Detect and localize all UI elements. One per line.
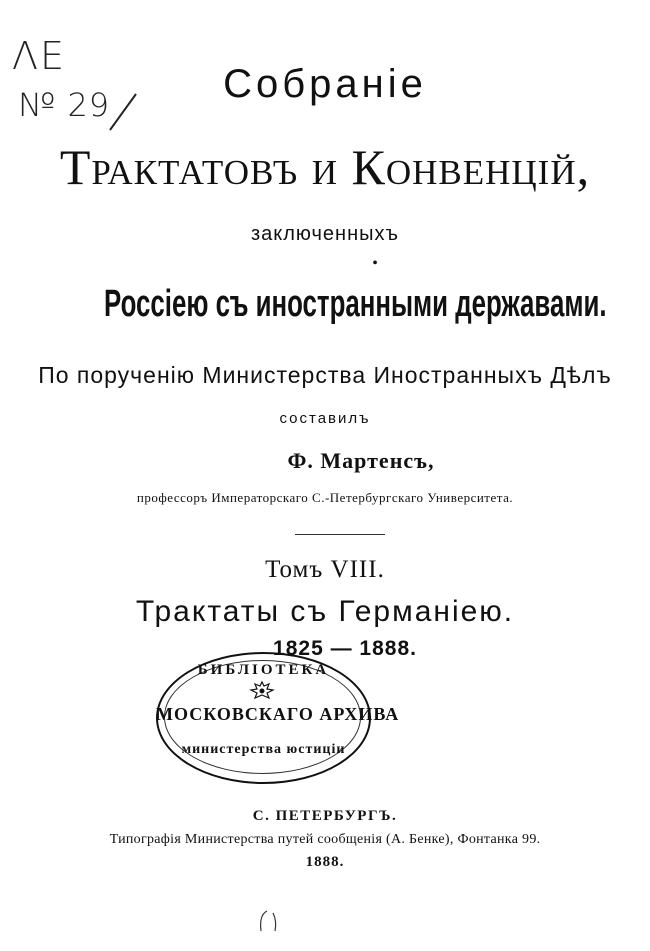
stamp-text-middle: МОСКОВСКАГО АРХИВА: [156, 704, 400, 724]
author-name: Ф. Мартенсъ,: [287, 448, 435, 473]
handwritten-shelfmark: ΛЕ: [12, 34, 67, 78]
title-line-2: Трактатовъ и Конвенцiй,: [59, 139, 591, 195]
imprint-city: С. ПЕТЕРБУРГЪ.: [252, 808, 398, 824]
imprint-year: 1888.: [305, 854, 345, 870]
title-concluded: заключенныхъ: [250, 223, 399, 245]
handwritten-number: № 29: [18, 86, 111, 124]
imprint-printer: Типографiя Министерства путей сообщенiя (А. Бенке), Фонтанка 99.: [109, 832, 541, 847]
author-affiliation: профессоръ Императорскаго С.-Петербургскаго Университета.: [136, 490, 514, 505]
title-with-powers: Россiею съ иностранными державами.: [104, 283, 607, 325]
stamp-text-bottom: министерства юстицiи: [181, 742, 346, 757]
compiled-by-label: составилъ: [279, 410, 371, 427]
title-line-1: Собранiе: [223, 62, 427, 106]
commission-line: По порученiю Министерства Иностранныхъ Дѣлъ: [38, 362, 612, 388]
library-stamp: [156, 652, 400, 784]
volume-years: 1825 — 1888.: [273, 637, 417, 660]
ink-mark: [255, 905, 285, 935]
volume-number: Томъ VIII.: [265, 556, 385, 583]
eagle-emblem-icon: [249, 680, 275, 702]
divider-rule: [295, 534, 385, 535]
volume-subtitle: Трактаты съ Германiею.: [135, 595, 515, 628]
ornament-dot: •: [372, 255, 378, 272]
stamp-text-top: БИБЛIОТЕКА: [197, 662, 330, 678]
